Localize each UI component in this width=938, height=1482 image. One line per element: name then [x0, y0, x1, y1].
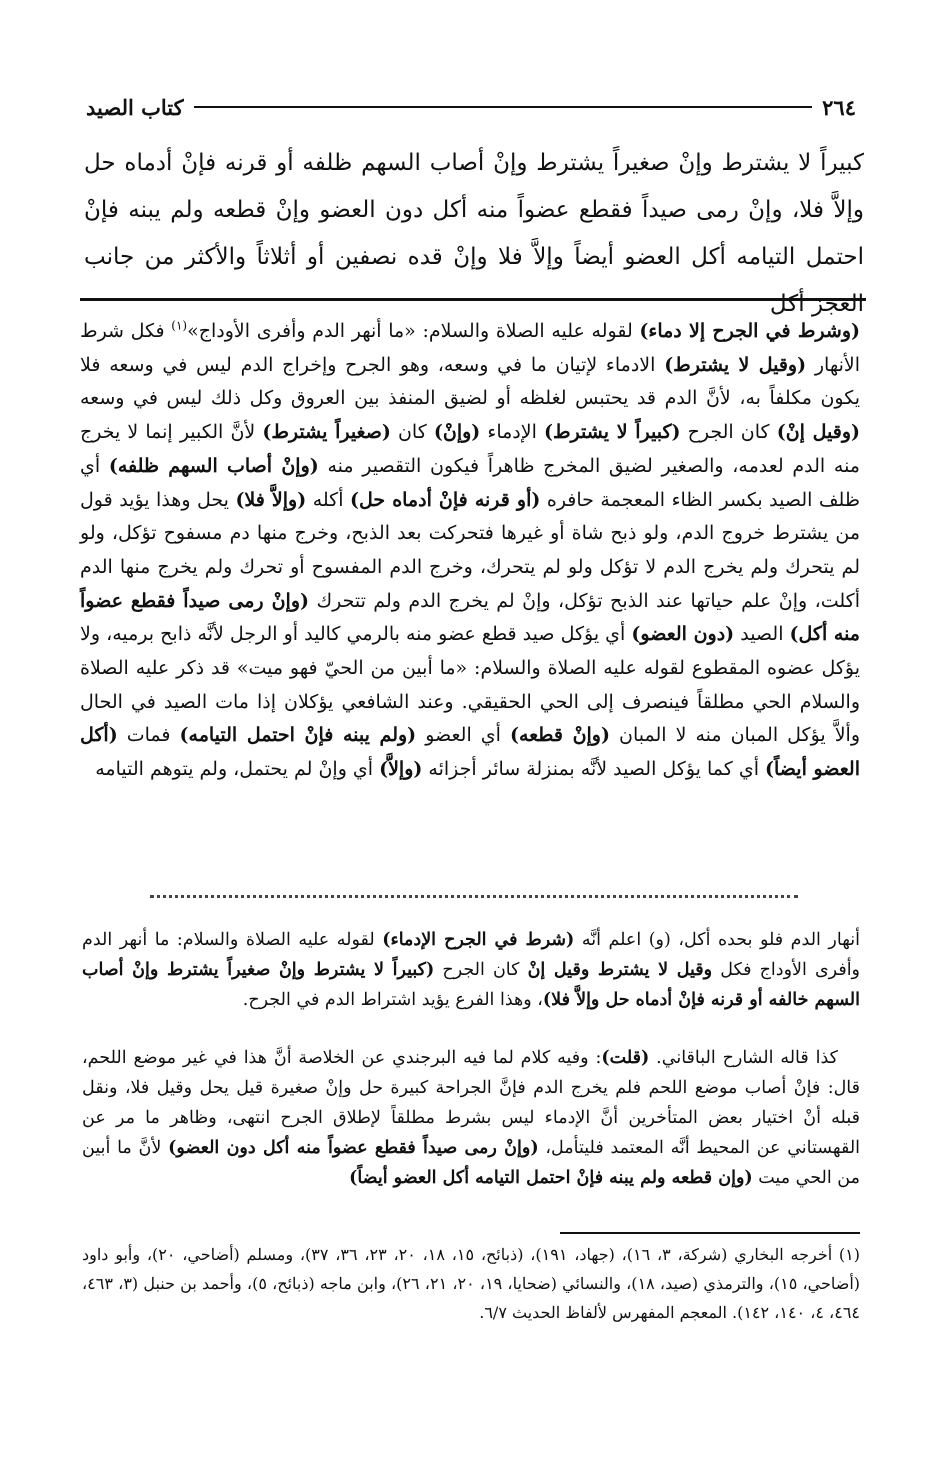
footnote-rule: [560, 1232, 860, 1234]
text-segment: كان الجرح: [434, 960, 528, 980]
text-segment: أي العضو: [416, 724, 510, 747]
quoted-matn-segment: (وإنْ أصاب السهم ظلفه): [108, 454, 319, 477]
text-segment: فكل شرط الأنهار: [80, 320, 861, 376]
text-segment: الادماء لإتيان ما في وسعه، وهو الجرح وإخراج الدم ليس في وسعه فلا يكون مكلفاً به، لأنَّ الدم قد يحتبس لغلظه أو لضيق المنفذ بين العروق وكل ذلك ليس في وسعه: [80, 353, 860, 410]
text-segment: كان: [390, 421, 434, 444]
sharh-commentary: [80, 315, 860, 787]
text-segment: ، وهذا الفرع يؤيد اشتراط الدم في الجرح.: [242, 990, 543, 1010]
text-segment: الإدماء: [480, 421, 544, 444]
quoted-matn-segment: (وإلاَّ فلا): [235, 488, 307, 511]
text-segment: أي ظلف الصيد بكسر الظاء المعجمة حافره: [80, 454, 860, 511]
text-segment: : وفيه كلام لما فيه البرجندي عن الخلاصة أنَّ هذا في غير موضع اللحم، قال: فإنْ أصاب موضع اللحم فلم يخرج الدم فإنَّ الجراحة كبيرة حل وإنْ صغيرة قيل يحل وقيل فلا، ونقل قبله أنْ اختيار بعض المتأخرين أنَّ الإدماء ليس بشرط مطلقاً لإطلاق الجرح انتهى، وظاهر ما مر عن القهستاني عن المحيط أنَّه المعتمد فليتأمل،: [82, 1048, 861, 1158]
quoted-matn-segment: (وإلاَّ): [379, 758, 423, 781]
text-segment: كذا قاله الشارح الباقاني.: [649, 1048, 839, 1068]
text-segment: لقوله عليه الصلاة والسلام: ما أنهر الدم وأفرى الأوداج فكل: [82, 930, 861, 980]
quoted-matn-segment: وقيل لا يشترط وقيل إنْ: [527, 960, 713, 980]
text-segment: أنهار الدم فلو بحده أكل، (و) اعلم أنَّه: [574, 930, 860, 950]
quoted-matn-segment: (وقيل إنْ): [776, 421, 860, 444]
quoted-matn-segment: (ولم يبنه فإنْ احتمل التيامه): [179, 724, 417, 747]
header-rule: [194, 106, 813, 108]
quoted-matn-segment: (وإنْ قطعه): [509, 724, 610, 747]
matn-text: كبيراً لا يشترط وإنْ صغيراً يشترط وإنْ أصاب السهم ظلفه أو قرنه فإنْ أدماه حل وإلاَّ فلا، وإنْ رمى صيداً فقطع عضواً منه أكل دون العضو وإنْ قطعه ولم يبنه فإنْ احتمل التيامه أكل العضو أيضاً وإلاَّ فلا وإنْ قده نصفين أو أثلاثاً والأكثر من جانب العجز أكل: [84, 150, 864, 317]
text-segment: لأنَّ الكبير إنما لا يخرج منه الدم لعدمه، والصغير لضيق المخرج ظاهراً فيكون التقصير منه: [80, 421, 860, 477]
text-segment: أكله: [306, 488, 350, 511]
quoted-matn-segment: (قلت): [601, 1048, 650, 1068]
text-segment: أي كما يؤكل الصيد لأنَّه بمنزلة سائر أجزائه: [422, 758, 766, 781]
quoted-matn-segment: (وقيل لا يشترط): [664, 353, 807, 376]
quoted-matn-segment: (شرط في الجرح الإدماء): [382, 930, 575, 950]
running-header: [86, 90, 856, 124]
hashiya-paragraph-2: [82, 1043, 860, 1193]
text-segment: أي وإنْ لم يحتمل، ولم يتوهم التيامه: [95, 758, 380, 781]
quoted-matn-segment: (وشرط في الجرح إلا دماء): [639, 320, 860, 342]
text-segment: لأنَّ ما أبين من الحي ميت: [82, 1138, 860, 1188]
quoted-matn-segment: (صغيراً يشترط): [262, 421, 391, 444]
quoted-matn-segment: (وإنْ رمى صيداً فقطع عضواً منه أكل دون العضو): [168, 1138, 539, 1158]
hashiya-paragraph-1: [82, 925, 860, 1015]
quoted-matn-segment: (دون العضو): [631, 623, 735, 646]
footnote-marker: (١): [171, 318, 188, 333]
dotted-separator: [150, 895, 798, 908]
text-segment: كان الجرح: [680, 421, 777, 444]
quoted-matn-segment: (كبيراً لا يشترط): [543, 421, 681, 444]
quoted-matn-segment: (وإن قطعه ولم يبنه فإنْ احتمل التيامه أكل العضو أيضاً): [349, 1168, 753, 1188]
page-number: ٢٦٤: [822, 94, 856, 120]
book-title: كتاب الصيد: [86, 94, 184, 120]
quoted-matn-segment: (وإنْ): [433, 421, 481, 444]
matn-separator: [80, 298, 866, 301]
text-segment: الصيد: [734, 623, 790, 646]
footnote: (١) أخرجه البخاري (شركة، ٣، ١٦)، (جهاد، ١٩١)، (ذبائح، ١٥، ١٨، ٢٠، ٢٣، ٣٦، ٣٧)، ومسلم (أضاحي، ٢٠)، وأبو داود (أضاحي، ١٥)، والترمذي (صيد، ١٨)، والنسائي (ضحايا، ١٩، ٢٠، ٢١، ٢٦)، وابن ماجه (ذبائح، ٥)، وأحمد بن حنبل (٣، ٤٦٣، ٤٦٤، ٤، ١٤٠، ١٤٢). المعجم المفهرس لألفاظ الحديث ٦/٧.: [82, 1245, 861, 1322]
text-segment: فمات: [117, 724, 180, 747]
quoted-matn-segment: (أكل العضو أيضاً): [80, 724, 860, 781]
quoted-matn-segment: (كبيراً لا يشترط وإنْ صغيراً يشترط وإنْ أصاب السهم خالفه أو قرنه فإنْ أدماه حل وإلاَّ فلا): [82, 960, 860, 1010]
text-segment: يحل وهذا يؤيد قول من يشترط خروج الدم، ولو ذبح شاة أو غيرها فتحركت بعد الذبح، وخرج منها دم مسفوح تؤكل، ولو لم يتحرك ولم يخرج الدم لا تؤكل ولو لم يتحرك، وخرج الدم المفسوح أو تحرك ولم يخرج منها الدم أكلت، وإنْ علم حياتها عند الذبح تؤكل، وإنْ لم يخرج الدم ولم تتحرك: [80, 488, 861, 612]
text-segment: أي يؤكل صيد قطع عضو منه بالرمي كاليد أو الرجل لأنَّه ذابح برميه، ولا يؤكل عضوه المقطوع لقوله عليه الصلاة والسلام: «ما أبين من الحيّ فهو ميت» قد ذكر عليه الصلاة والسلام الحي مطلقاً فينصرف إلى الحي الحقيقي. وعند الشافعي يؤكلان إذا مات الصيد في الحال وألاَّ يؤكل المبان منه لا المبان: [80, 623, 861, 747]
quoted-matn-segment: (أو قرنه فإنْ أدماه حل): [350, 488, 541, 511]
text-segment: لقوله عليه الصلاة والسلام: «ما أنهر الدم وأفرى الأوداج»: [187, 320, 640, 342]
quoted-matn-segment: (وإنْ رمى صيداً فقطع عضواً منه أكل): [80, 589, 860, 646]
